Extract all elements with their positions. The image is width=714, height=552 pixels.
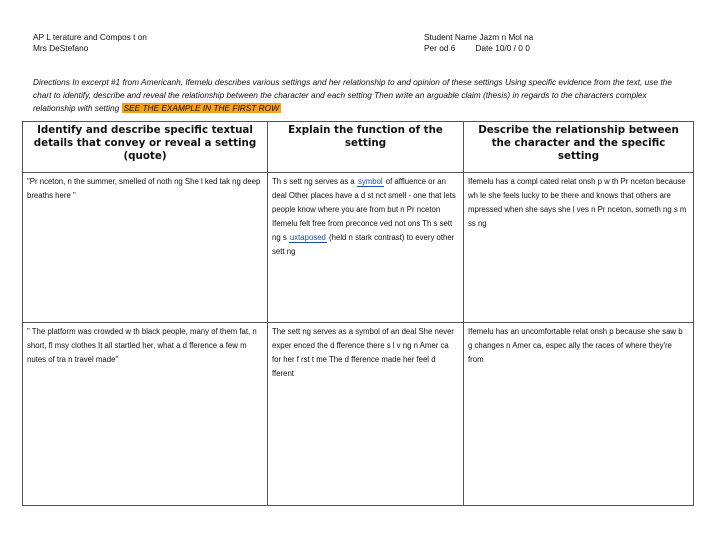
directions — [33, 76, 688, 115]
function-text: (held n stark contrast) to every other sett ng — [272, 233, 455, 256]
teacher-name: Mrs DeStefano — [33, 43, 89, 53]
function-cell[interactable] — [268, 173, 464, 323]
column-header-relationship: Describe the relationship between the character and the specific setting — [464, 122, 694, 173]
period: Per od 6 — [424, 43, 456, 53]
juxtaposed-word: uxtaposed — [289, 233, 326, 242]
table-row — [23, 173, 694, 323]
function-cell[interactable]: The sett ng serves as a symbol of an deal She never exper enced the d fference there s l v ng n Amer ca for her f rst t me The d fference made her feel d fferent — [268, 323, 464, 506]
quote-cell[interactable]: " The platform was crowded w th black people, many of them fat, n short, fl msy clothes It all startled her, what a d fference a few m nutes of tra n travel made" — [23, 323, 268, 506]
period-date-line — [424, 43, 533, 54]
directions-highlight: SEE THE EXAMPLE IN THE FIRST ROW — [123, 103, 279, 113]
table-row — [23, 323, 694, 506]
function-text: of affluence or an deal Other places have a d st nct smell - one that lets people know where you are from but n Pr nceton Ifemelu felt free from preconce ved not ons Th s sett ng s — [272, 177, 456, 242]
header-left — [33, 32, 147, 54]
header-row — [23, 122, 694, 173]
date: Date 10/0 / 0 0 — [475, 43, 530, 53]
function-text: Th s sett ng serves as a — [272, 177, 357, 186]
header-right — [424, 32, 533, 54]
column-header-quote: Identify and describe specific textual details that convey or reveal a setting (quote) — [23, 122, 268, 173]
symbol-word: symbol — [357, 177, 383, 186]
setting-chart — [22, 121, 694, 506]
quote-cell[interactable]: "Pr nceton, n the summer, smelled of noth ng She l ked tak ng deep breaths here " — [23, 173, 268, 323]
relationship-cell[interactable]: Ifemelu has an uncomfortable relat onsh p because she saw b g changes n Amer ca, espec ally the races of where they're from — [464, 323, 694, 506]
relationship-cell[interactable]: Ifemelu has a compl cated relat onsh p w th Pr nceton because wh le she feels lucky to be there and knows that others are mpressed when she says she l ves n Pr nceton, someth ng s m ss ng — [464, 173, 694, 323]
directions-text: Directions In excerpt #1 from Americanh, Ifemelu describes various settings and her relationship to and opinion of these settings Using specific evidence from the text, use the chart to identify, describe and reveal the relationship between the character and each setting Then write an arguable claim (thesis) in regards to the characters complex relationship with setting — [33, 77, 672, 113]
course-title: AP L terature and Compos t on — [33, 32, 147, 42]
column-header-function: Explain the function of the setting — [268, 122, 464, 173]
student-name: Student Name Jazm n Mol na — [424, 32, 534, 42]
